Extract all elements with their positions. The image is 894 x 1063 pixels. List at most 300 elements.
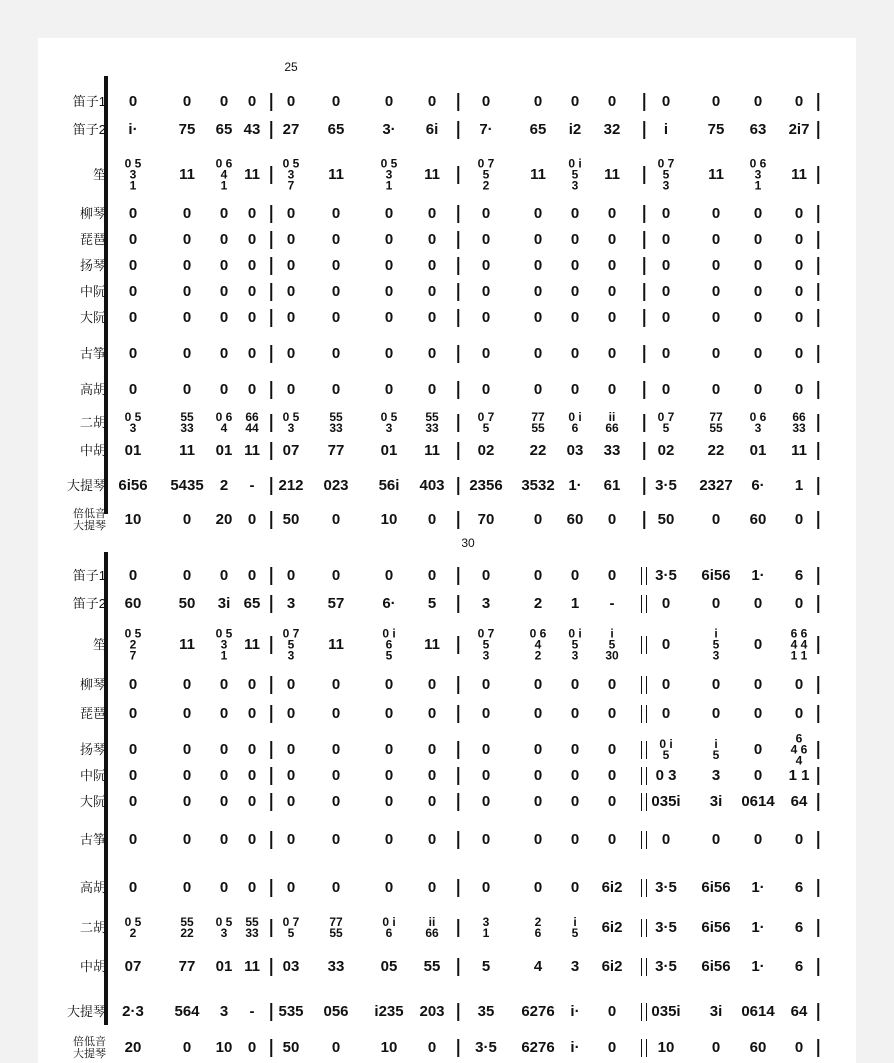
note-cell: 0 [661, 93, 671, 110]
note-cell: 0 [286, 741, 296, 758]
note-cell: 05 [380, 958, 398, 975]
barline [641, 1039, 647, 1057]
barline [643, 309, 645, 327]
barline [457, 205, 459, 223]
note-cell: 0 [570, 283, 580, 300]
note-cell: 0 [427, 283, 437, 300]
barline [270, 257, 272, 275]
note-cell: 0 [331, 676, 341, 693]
note-cell: 0 [219, 567, 229, 584]
barline [817, 205, 819, 223]
note-cell: 0 [607, 511, 617, 528]
barline [817, 793, 819, 811]
instrument-label: 倍低音 大提琴 [73, 1036, 106, 1060]
note-cell: ii 66 [605, 410, 619, 435]
note-cell: 0 [570, 676, 580, 693]
note-cell: 0 [247, 381, 257, 398]
note-cell: 0 [753, 205, 763, 222]
note-cell: 0 [219, 345, 229, 362]
note-cell: 0 [481, 831, 491, 848]
note-cell: 0 [182, 511, 192, 528]
note-cell: 0 7 5 2 [477, 156, 495, 193]
note-cell: 01 [749, 442, 767, 459]
barline [270, 1039, 272, 1057]
note-cell: 0 [384, 767, 394, 784]
note-cell: 0 [753, 309, 763, 326]
note-cell: 0 [331, 381, 341, 398]
note-cell: 0 [384, 879, 394, 896]
note-cell: 0 [661, 381, 671, 398]
note-cell: 0 5 2 7 [124, 626, 142, 663]
note-cell: 0 [794, 381, 804, 398]
note-cell: 6 [794, 958, 804, 975]
note-cell: 0 [533, 567, 543, 584]
note-cell: 0 [331, 511, 341, 528]
note-cell: 22 [529, 442, 547, 459]
barline [457, 1039, 459, 1057]
note-cell: 0 [607, 283, 617, 300]
note-cell: 0 [570, 767, 580, 784]
note-cell: 0 [481, 676, 491, 693]
note-cell: 07 [282, 442, 300, 459]
note-cell: 0614 [741, 793, 775, 810]
instrument-label: 高胡 [79, 382, 106, 397]
note-cell: 0 [794, 511, 804, 528]
barline [270, 283, 272, 301]
note-cell: 0 [753, 283, 763, 300]
note-cell: 0 [182, 345, 192, 362]
note-cell: 1· [751, 567, 765, 584]
note-cell: 50 [282, 511, 300, 528]
note-cell: 7· [479, 121, 493, 138]
note-cell: 0 5 3 [380, 410, 398, 435]
note-cell: 6i56 [118, 477, 148, 494]
note-cell: 61 [603, 477, 621, 494]
note-cell: 0 [753, 831, 763, 848]
note-cell: 0 [219, 705, 229, 722]
note-cell: 0 [481, 567, 491, 584]
note-cell: 0 [331, 705, 341, 722]
note-cell: 0 [607, 676, 617, 693]
barline [457, 381, 459, 399]
note-cell: 60 [124, 595, 142, 612]
note-cell: 50 [657, 511, 675, 528]
instrument-label: 笛子1 [72, 94, 106, 109]
note-cell: 564 [174, 1003, 200, 1020]
barline [817, 283, 819, 301]
barline [270, 567, 272, 585]
barline [817, 477, 819, 495]
instrument-label: 中胡 [79, 959, 106, 974]
note-cell: 0 [182, 767, 192, 784]
note-cell: 0 [219, 283, 229, 300]
note-cell: 0 [481, 793, 491, 810]
note-cell: 0 [182, 705, 192, 722]
note-cell: 0 [711, 309, 721, 326]
note-cell: 0 [128, 567, 138, 584]
barline [270, 121, 272, 139]
barline [457, 958, 459, 976]
note-cell: 0 [794, 309, 804, 326]
note-cell: 0 [607, 793, 617, 810]
note-cell: 11 [604, 166, 620, 183]
note-cell: 1· [751, 919, 765, 936]
barline [457, 793, 459, 811]
note-cell: 203 [419, 1003, 445, 1020]
note-cell: 0 i 6 [568, 410, 582, 435]
barline [817, 879, 819, 897]
barline [817, 567, 819, 585]
note-cell: 0 [570, 309, 580, 326]
note-cell: 1 [570, 595, 580, 612]
note-cell: 6· [382, 595, 396, 612]
note-cell: 0 [182, 793, 192, 810]
note-cell: 3· [382, 121, 396, 138]
barline [457, 831, 459, 849]
barline [817, 231, 819, 249]
note-cell: 0 [286, 205, 296, 222]
note-cell: 75 [178, 121, 196, 138]
note-cell: 6i2 [601, 879, 623, 896]
barline [817, 442, 819, 460]
instrument-label: 笙 [92, 637, 106, 652]
note-cell: 2 6 [534, 915, 542, 940]
note-cell: 0 [247, 676, 257, 693]
instrument-label: 大提琴 [66, 1004, 106, 1019]
note-cell: 0 [607, 345, 617, 362]
barline [270, 1003, 272, 1021]
barline [457, 257, 459, 275]
note-cell: 2327 [699, 477, 733, 494]
measure-number: 25 [284, 60, 298, 74]
note-cell: 0 [219, 93, 229, 110]
note-cell: 65 [215, 121, 233, 138]
note-cell: 60 [566, 511, 584, 528]
note-cell: 0 [753, 741, 763, 758]
note-cell: 0 [286, 231, 296, 248]
note-cell: 2·3 [122, 1003, 144, 1020]
note-cell: 0 5 3 1 [124, 156, 142, 193]
note-cell: 0 [711, 1039, 721, 1056]
note-cell: 0 [427, 257, 437, 274]
note-cell: 10 [215, 1039, 233, 1056]
note-cell: 0 [219, 793, 229, 810]
measure-number: 30 [461, 536, 475, 550]
barline [817, 93, 819, 111]
note-cell: 0 [711, 511, 721, 528]
barline [457, 93, 459, 111]
note-cell: 07 [124, 958, 142, 975]
note-cell: 0 [570, 879, 580, 896]
note-cell: 0 [481, 705, 491, 722]
instrument-label: 柳琴 [79, 677, 106, 692]
note-cell: 0 [219, 257, 229, 274]
note-cell: 0 [182, 257, 192, 274]
barline [270, 741, 272, 759]
note-cell: i 5 [712, 737, 720, 762]
note-cell: 0 [128, 793, 138, 810]
instrument-label: 古筝 [79, 346, 106, 361]
note-cell: 6i56 [701, 879, 731, 896]
barline [457, 705, 459, 723]
instrument-label: 古筝 [79, 832, 106, 847]
barline [457, 595, 459, 613]
note-cell: 0 i 6 5 [382, 626, 396, 663]
note-cell: 0 [794, 283, 804, 300]
note-cell: 01 [124, 442, 142, 459]
score-system [38, 536, 856, 1060]
note-cell: 0 [286, 831, 296, 848]
barline [643, 414, 645, 432]
note-cell: 0 [570, 831, 580, 848]
note-cell: 0 [794, 205, 804, 222]
note-cell: 65 [327, 121, 345, 138]
note-cell: 0 [219, 381, 229, 398]
barline [641, 636, 647, 654]
barline [643, 93, 645, 111]
note-cell: 0 [128, 381, 138, 398]
barline [270, 636, 272, 654]
note-cell: 77 [178, 958, 196, 975]
note-cell: 0 [286, 283, 296, 300]
note-cell: 0 [427, 793, 437, 810]
instrument-label: 笛子1 [72, 568, 106, 583]
note-cell: 3532 [521, 477, 555, 494]
note-cell: 0 [247, 741, 257, 758]
note-cell: 0 [384, 257, 394, 274]
note-cell: 0 [794, 93, 804, 110]
barline [457, 741, 459, 759]
note-cell: 57 [327, 595, 345, 612]
barline [457, 919, 459, 937]
note-cell: 01 [215, 958, 233, 975]
note-cell: 66 44 [245, 410, 259, 435]
barline [270, 381, 272, 399]
note-cell: 6· [751, 477, 765, 494]
note-cell: 11 [244, 442, 260, 459]
note-cell: 6276 [521, 1003, 555, 1020]
barline [817, 309, 819, 327]
note-cell: 03 [566, 442, 584, 459]
note-cell: 0 [247, 831, 257, 848]
note-cell: 6 [794, 567, 804, 584]
note-cell: 0 [427, 676, 437, 693]
instrument-label: 琵琶 [79, 232, 106, 247]
note-cell: 0 [427, 567, 437, 584]
instrument-label: 琵琶 [79, 706, 106, 721]
note-cell: 0 i 5 3 [568, 626, 582, 663]
note-cell: 403 [419, 477, 445, 494]
note-cell: 0 7 5 3 [657, 156, 675, 193]
note-cell: 0 [481, 309, 491, 326]
note-cell: 0 [384, 831, 394, 848]
note-cell: 3 [219, 1003, 229, 1020]
note-cell: 0 [481, 345, 491, 362]
note-cell: 03 [282, 958, 300, 975]
instrument-label: 笛子2 [72, 596, 106, 611]
note-cell: i 5 [571, 915, 579, 940]
note-cell: 0 [247, 567, 257, 584]
note-cell: 0 [533, 793, 543, 810]
note-cell: 0 [331, 309, 341, 326]
barline [817, 595, 819, 613]
note-cell: 0 [794, 231, 804, 248]
note-cell: 0 [533, 879, 543, 896]
note-cell: 32 [603, 121, 621, 138]
note-cell: 0 [533, 283, 543, 300]
note-cell: 6 [794, 919, 804, 936]
note-cell: 0 [128, 257, 138, 274]
note-cell: 0 7 5 [282, 915, 300, 940]
note-cell: 33 [603, 442, 621, 459]
note-cell: 64 [790, 793, 808, 810]
note-cell: 0 6 3 [749, 410, 767, 435]
note-cell: 6 6 4 4 1 1 [790, 626, 808, 663]
note-cell: 0 [711, 231, 721, 248]
barline [643, 477, 645, 495]
note-cell: 0 [533, 676, 543, 693]
note-cell: 0 [384, 283, 394, 300]
barline [457, 309, 459, 327]
barline [641, 958, 647, 976]
note-cell: 0 [607, 309, 617, 326]
note-cell: 0 6 3 1 [749, 156, 767, 193]
note-cell: 0 [607, 831, 617, 848]
note-cell: 0 [753, 257, 763, 274]
barline [817, 767, 819, 785]
note-cell: 0 [533, 345, 543, 362]
note-cell: 535 [278, 1003, 304, 1020]
instrument-label: 二胡 [79, 415, 106, 430]
note-cell: 1· [751, 958, 765, 975]
note-cell: 11 [424, 166, 440, 183]
note-cell: 0 [481, 767, 491, 784]
note-cell: 0 [427, 511, 437, 528]
barline [457, 231, 459, 249]
barline [270, 414, 272, 432]
note-cell: 0 [128, 283, 138, 300]
note-cell: 0 [182, 231, 192, 248]
barline [817, 414, 819, 432]
note-cell: 0 [286, 309, 296, 326]
note-cell: 0 [182, 741, 192, 758]
barline [641, 1003, 647, 1021]
barline [643, 205, 645, 223]
note-cell: 0 [711, 381, 721, 398]
note-cell: 3 [286, 595, 296, 612]
note-cell: 0614 [741, 1003, 775, 1020]
barline [457, 676, 459, 694]
note-cell: 0 [753, 636, 763, 653]
note-cell: 0 [219, 741, 229, 758]
barline [270, 477, 272, 495]
note-cell: 0 [427, 741, 437, 758]
note-cell: 0 [427, 309, 437, 326]
note-cell: 4 [533, 958, 543, 975]
note-cell: 0 6 4 1 [215, 156, 233, 193]
instrument-label: 柳琴 [79, 206, 106, 221]
note-cell: 0 [128, 345, 138, 362]
barline [643, 257, 645, 275]
note-cell: 0 [247, 257, 257, 274]
note-cell: 0 [533, 511, 543, 528]
barline [817, 257, 819, 275]
barline [457, 345, 459, 363]
note-cell: 55 33 [425, 410, 439, 435]
note-cell: 0 [481, 879, 491, 896]
note-cell: 3·5 [655, 477, 677, 494]
note-cell: 0 [481, 93, 491, 110]
note-cell: 3 [570, 958, 580, 975]
note-cell: 33 [327, 958, 345, 975]
instrument-label: 高胡 [79, 880, 106, 895]
note-cell: 035i [651, 793, 681, 810]
barline [817, 919, 819, 937]
barline [457, 767, 459, 785]
barline [270, 705, 272, 723]
note-cell: 0 [570, 205, 580, 222]
note-cell: 0 [182, 1039, 192, 1056]
note-cell: 0 [753, 345, 763, 362]
note-cell: 0 [607, 767, 617, 784]
barline [643, 231, 645, 249]
barline [817, 166, 819, 184]
note-cell: 0 [182, 567, 192, 584]
note-cell: 0 7 5 [477, 410, 495, 435]
note-cell: 023 [323, 477, 349, 494]
note-cell: 3i [709, 793, 723, 810]
note-cell: 0 [182, 309, 192, 326]
note-cell: 0 [247, 205, 257, 222]
note-cell: 0 [182, 283, 192, 300]
note-cell: 0 [661, 676, 671, 693]
note-cell: 0 [570, 345, 580, 362]
barline [270, 919, 272, 937]
note-cell: 0 [533, 381, 543, 398]
note-cell: 0 i 5 3 [568, 156, 582, 193]
note-cell: 0 [331, 767, 341, 784]
barline [270, 309, 272, 327]
note-cell: 3·5 [655, 958, 677, 975]
note-cell: 6276 [521, 1039, 555, 1056]
instrument-label: 中阮 [79, 768, 106, 783]
note-cell: 0 [286, 93, 296, 110]
note-cell: 0 [219, 231, 229, 248]
note-cell: 6i56 [701, 958, 731, 975]
note-cell: 0 [247, 767, 257, 784]
note-cell: 0 [331, 257, 341, 274]
note-cell: 0 [794, 257, 804, 274]
note-cell: 77 55 [531, 410, 545, 435]
note-cell: 0 [331, 283, 341, 300]
note-cell: 0 5 3 [215, 915, 233, 940]
note-cell: 0 [247, 283, 257, 300]
note-cell: 11 [179, 166, 195, 183]
instrument-label: 二胡 [79, 920, 106, 935]
note-cell: 0 [427, 879, 437, 896]
instrument-label: 大提琴 [66, 478, 106, 493]
note-cell: - [609, 595, 615, 612]
note-cell: 0 [661, 283, 671, 300]
note-cell: 6i2 [601, 958, 623, 975]
note-cell: 0 [533, 741, 543, 758]
note-cell: 10 [380, 511, 398, 528]
note-cell: 0 [384, 231, 394, 248]
instrument-label: 扬琴 [79, 258, 106, 273]
barline [817, 511, 819, 529]
note-cell: - [249, 1003, 255, 1020]
barline [643, 511, 645, 529]
